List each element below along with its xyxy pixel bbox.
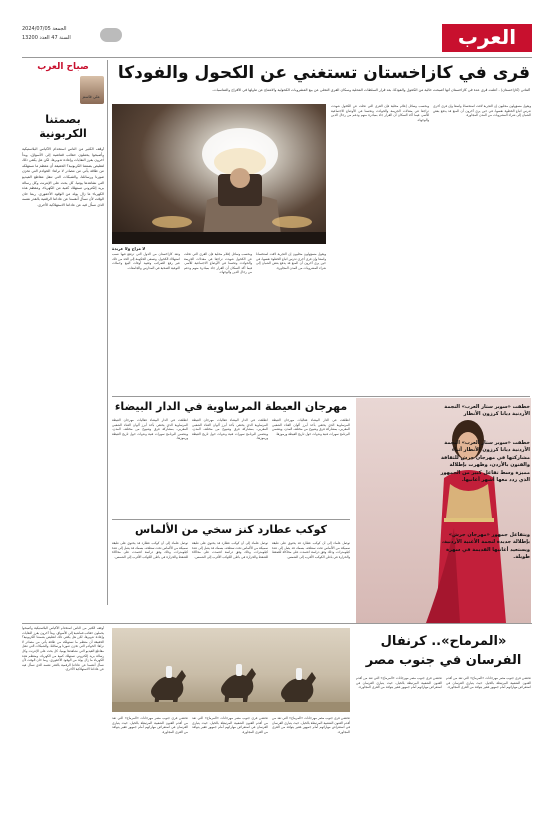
masthead-icon — [100, 28, 122, 42]
main-body-lower-2: وبحسب وسائل إعلام محلية فإن القرى التي تخلت عن الكحول شهدت تراجعا في معدلات الجريمة والحوادث وتحسنا في الأوضاع الاجتماعية للأسر، فيما أكد السكان أن القرار جاء بمبادرة منهم ودعم من رجال الدين والوجهاء. — [184, 252, 252, 275]
singer-kicker: خطفت «سوبر ستار العرب» النجمة الأردنية ديانا كرزون الأنظار — [444, 404, 530, 417]
horses-illustration — [112, 628, 350, 712]
date-line-1: الجمعة 2024/07/05 — [22, 26, 67, 32]
horses-body-5: تحتضن قرى جنوب مصر مهرجانات «المرماح» التي تعد من أقدم الفنون الشعبية المرتبطة بالخيل، حيث يتبارى الفرسان في استعراض مهاراتهم أمام جمهور غفير يتوافد من القرى المجاورة. — [446, 676, 531, 690]
opinion-divider — [107, 60, 108, 605]
main-photo-caption: لا مزاح ولا عربدة — [112, 246, 146, 251]
festival-bottom-rule — [112, 519, 350, 520]
opinion-column — [22, 60, 104, 605]
main-body-far-right: ويقول مسؤولون محليون إن التجربة لاقت استحسانا واسعا وإن قرى أخرى تدرس اتباع الخطوة نفسها، في حين يرى آخرون أن المنع قد يدفع بعض الشبان إلى شراء المشروبات من المدن المجاورة. — [433, 104, 531, 118]
author-photo — [80, 76, 104, 104]
main-photo — [112, 104, 326, 244]
festival-headline: مهرجان العيطة المرساوية في الدار البيضاء — [114, 400, 348, 413]
masthead — [22, 22, 532, 56]
festival-body-2: انطلقت في الدار البيضاء فعاليات مهرجان العيطة المرساوية الذي يحتفي بأحد أبرز ألوان الغناء الشعبي المغربي، بمشاركة فرق وشيوخ من مختلف المدن، ويتضمن البرنامج سهرات فنية وندوات حول تاريخ العيطة ورموزها. — [192, 418, 268, 441]
horses-body-4: تحتضن قرى جنوب مصر مهرجانات «المرماح» التي تعد من أقدم الفنون الشعبية المرتبطة بالخيل، حيث يتبارى الفرسان في استعراض مهاراتهم أمام جمهور غفير يتوافد من القرى المجاورة. — [356, 676, 442, 690]
festival-body-1: انطلقت في الدار البيضاء فعاليات مهرجان العيطة المرساوية الذي يحتفي بأحد أبرز ألوان الغناء الشعبي المغربي، بمشاركة فرق وشيوخ من مختلف المدن، ويتضمن البرنامج سهرات فنية وندوات حول تاريخ العيطة ورموزها. — [112, 418, 188, 441]
horses-body-2: تحتضن قرى جنوب مصر مهرجانات «المرماح» التي تعد من أقدم الفنون الشعبية المرتبطة بالخيل، حيث يتبارى الفرسان في استعراض مهاراتهم أمام جمهور غفير يتوافد من القرى المجاورة. — [192, 716, 268, 734]
horses-headline: «المرماح».. كرنفال الفرسان في جنوب مصر — [365, 634, 522, 668]
horses-body-3: تحتضن قرى جنوب مصر مهرجانات «المرماح» التي تعد من أقدم الفنون الشعبية المرتبطة بالخيل، حيث يتبارى الفرسان في استعراض مهاراتهم أمام جمهور غفير يتوافد من القرى المجاورة. — [272, 716, 350, 734]
main-body-lower-3: ويقول مسؤولون محليون إن التجربة لاقت استحسانا واسعا وإن قرى أخرى تدرس اتباع الخطوة نفسها، في حين يرى آخرون أن المنع قد يدفع بعض الشبان إلى شراء المشروبات من المدن المجاورة. — [256, 252, 326, 270]
festival-body-3: انطلقت في الدار البيضاء فعاليات مهرجان العيطة المرساوية الذي يحتفي بأحد أبرز ألوان الغناء الشعبي المغربي، بمشاركة فرق وشيوخ من مختلف المدن، ويتضمن البرنامج سهرات فنية وندوات حول تاريخ العيطة ورموزها. — [272, 418, 350, 436]
masthead-logo: العرب — [442, 24, 532, 52]
main-headline: قرى في كازاخستان تستغني عن الكحول والفودكا — [117, 63, 530, 83]
column-body: أوقف الكثير من الناس استخدام الأكياس البلاستيكية وأصبحوا يحملون حقائب قماشية إلى الأسواق، وبدأ آخرون بفرز النفايات وإعادة تدويرها، لكن هل يكفي ذلك لتقليص بصمتنا الكربونية؟ الحقيقة أن معظم ما نستهلكه من طاقة يأتي من مصادر لا نراها: الخوادم التي تخزن صورنا ورسائلنا، والشبكات التي تنقل مقاطع الفيديو التي نشاهدها يوميا. كل بحث على الإنترنت وكل رسالة بريد إلكتروني تستهلك كمية من الكهرباء، ومعظم هذه الكهرباء ما زال يولد من الوقود الأحفوري. ربما حان الوقت لأن نسأل أنفسنا عن عاداتنا الرقمية بالقدر نفسه الذي نسأل فيه عن عاداتنا الاستهلاكية الأخرى. — [22, 147, 104, 207]
mercury-body-1: توصل علماء إلى أن كوكب عطارد قد يحتوي على طبقة سميكة من الألماس تحت سطحه، بسمك قد يصل إلى عدة كيلومترات، وذلك وفق دراسة اعتمدت على محاكاة للضغط والحرارة في باطن الكوكب الأقرب إلى الشمس. — [112, 541, 188, 559]
masthead-rule — [22, 57, 532, 58]
author-name: علي قاسم — [82, 94, 100, 99]
main-body-lower-1: وتعد كازاخستان من الدول التي ترتفع فيها نسب استهلاك الكحول، وتسعى الحكومة إلى الحد من ذلك عبر رفع الضرائب وتقييد أوقات البيع وحملات التوعية الصحية في المدارس والجامعات. — [112, 252, 180, 270]
mercury-body-3: توصل علماء إلى أن كوكب عطارد قد يحتوي على طبقة سميكة من الألماس تحت سطحه، بسمك قد يصل إلى عدة كيلومترات، وذلك وفق دراسة اعتمدت على محاكاة للضغط والحرارة في باطن الكوكب الأقرب إلى الشمس. — [272, 541, 350, 559]
horses-photo — [112, 628, 350, 712]
mercury-body-2: توصل علماء إلى أن كوكب عطارد قد يحتوي على طبقة سميكة من الألماس تحت سطحه، بسمك قد يصل إلى عدة كيلومترات، وذلك وفق دراسة اعتمدت على محاكاة للضغط والحرارة في باطن الكوكب الأقرب إلى الشمس. — [192, 541, 268, 559]
lower-left-body: أوقف الكثير من الناس استخدام الأكياس البلاستيكية وأصبحوا يحملون حقائب قماشية إلى الأسواق، وبدأ آخرون بفرز النفايات وإعادة تدويرها، لكن هل يكفي ذلك لتقليص بصمتنا الكربونية؟ الحقيقة أن معظم ما نستهلكه من طاقة يأتي من مصادر لا نراها: الخوادم التي تخزن صورنا ورسائلنا، والشبكات التي تنقل مقاطع الفيديو التي نشاهدها يوميا. كل بحث على الإنترنت وكل رسالة بريد إلكتروني تستهلك كمية من الكهرباء، ومعظم هذه الكهرباء ما زال يولد من الوقود الأحفوري. ربما حان الوقت لأن نسأل أنفسنا عن عاداتنا الرقمية بالقدر نفسه الذي نسأل فيه عن عاداتنا الاستهلاكية الأخرى. — [22, 626, 104, 672]
column-section-label: صباح العرب — [37, 62, 89, 72]
main-intro: ألماتي (كازاخستان) - أعلنت قرى عدة في كازاخستان أنها أصبحت خالية من الكحول والفودكا، بعد قرار السلطات المحلية وسكان القرى التخلي عن بيع المشروبات الكحولية والامتناع عن تناولها في الأفراح والمناسبات. — [212, 88, 530, 92]
main-bottom-rule — [112, 396, 530, 397]
main-body-right: وبحسب وسائل إعلام محلية فإن القرى التي تخلت عن الكحول شهدت تراجعا في معدلات الجريمة والحوادث وتحسنا في الأوضاع الاجتماعية للأسر، فيما أكد السكان أن القرار جاء بمبادرة منهم ودعم من رجال الدين والوجهاء. — [331, 104, 429, 122]
date-line-2: السنة 47 العدد 13200 — [22, 35, 71, 41]
lower-divider — [22, 623, 532, 624]
singer-body: خطفت «سوبر ستار العرب» النجمة الأردنية ديانا كرزون الأنظار أثناء مشاركتها في مهرجان جرش للثقافة والفنون بالأردن، وظهرت بإطلالة مميزة وسط تفاعل كبير من الجمهور الذي ردد معها أشهر أغانيها. — [440, 440, 530, 484]
singer-quote: ويتفاعل جمهور «مهرجان جرش» بإطلالة جديدة لنجمة الأغنية الأردنية، ويستعيد أغانيها القديمة في سهرة طويلة. — [442, 532, 530, 561]
bartender-illustration — [112, 104, 326, 244]
horses-body-1: تحتضن قرى جنوب مصر مهرجانات «المرماح» التي تعد من أقدم الفنون الشعبية المرتبطة بالخيل، حيث يتبارى الفرسان في استعراض مهاراتهم أمام جمهور غفير يتوافد من القرى المجاورة. — [112, 716, 188, 734]
mercury-headline: كوكب عطارد كنز سخي من الألماس — [135, 523, 327, 536]
column-title: بصمتنا الكربونية — [39, 113, 87, 140]
